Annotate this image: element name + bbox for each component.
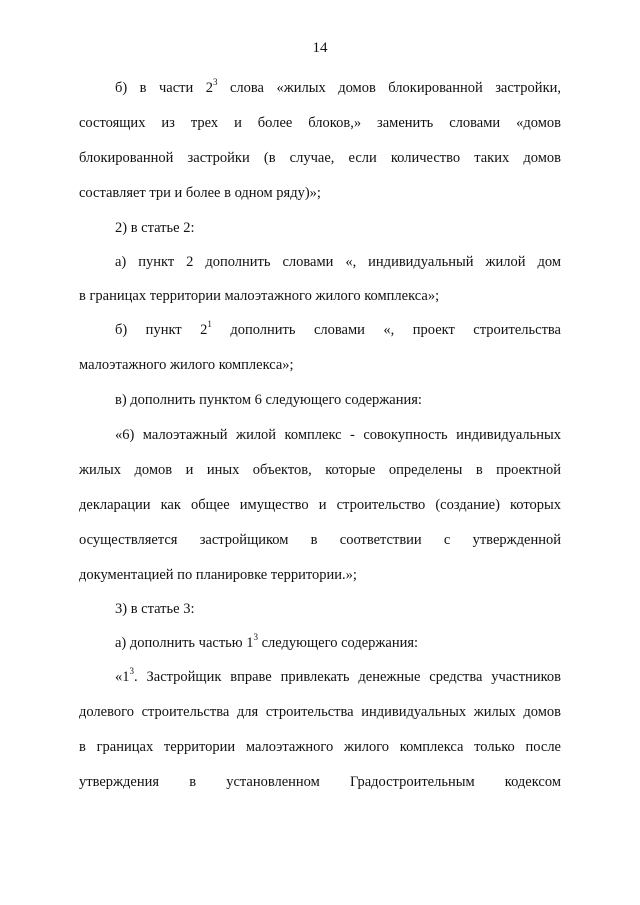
text-line: в) дополнить пунктом 6 следующего содержания: — [115, 392, 422, 408]
page-number: 14 — [312, 40, 328, 56]
text-line: в границах территории малоэтажного жилого комплекса»; — [79, 288, 440, 304]
text-line: блокированной застройки (в случае, если количество таких домов — [79, 150, 561, 166]
text-line: б) пункт $2^1$ дополнить словами «, проект строительства — [115, 319, 561, 338]
text-line: составляет три и более в одном ряду)»; — [79, 185, 321, 201]
text-line: малоэтажного жилого комплекса»; — [79, 357, 294, 373]
text-line: утверждения в установленном Градостроительным кодексом — [79, 774, 561, 790]
text-line: в границах территории малоэтажного жилого комплекса только после — [79, 739, 561, 755]
text-line: 2) в статье 2: — [115, 220, 195, 236]
text-line: «$1^3$. Застройщик вправе привлекать денежные средства участников — [115, 666, 561, 685]
superscript: 1 — [207, 319, 212, 330]
text-line: а) дополнить частью $1^3$ следующего содержания: — [115, 632, 419, 651]
text-line: «6) малоэтажный жилой комплекс - совокупность индивидуальных — [115, 427, 561, 443]
text-line: декларации как общее имущество и строительство (создание) которых — [79, 497, 561, 513]
superscript: 3 — [213, 77, 218, 88]
text-line: осуществляется застройщиком в соответствии с утвержденной — [79, 532, 561, 548]
text-line: 3) в статье 3: — [115, 601, 195, 617]
text-line: жилых домов и иных объектов, которые определены в проектной — [79, 462, 561, 478]
superscript: 3 — [253, 632, 258, 643]
text-line: б) в части $2^3$ слова «жилых домов блокированной застройки, — [115, 77, 561, 96]
text-line: состоящих из трех и более блоков,» заменить словами «домов — [79, 115, 561, 131]
text-line: а) пункт 2 дополнить словами «, индивидуальный жилой дом — [115, 254, 561, 270]
text-line: долевого строительства для строительства индивидуальных жилых домов — [79, 704, 561, 720]
text-line: документацией по планировке территории.»; — [79, 567, 357, 583]
superscript: 3 — [129, 666, 134, 677]
